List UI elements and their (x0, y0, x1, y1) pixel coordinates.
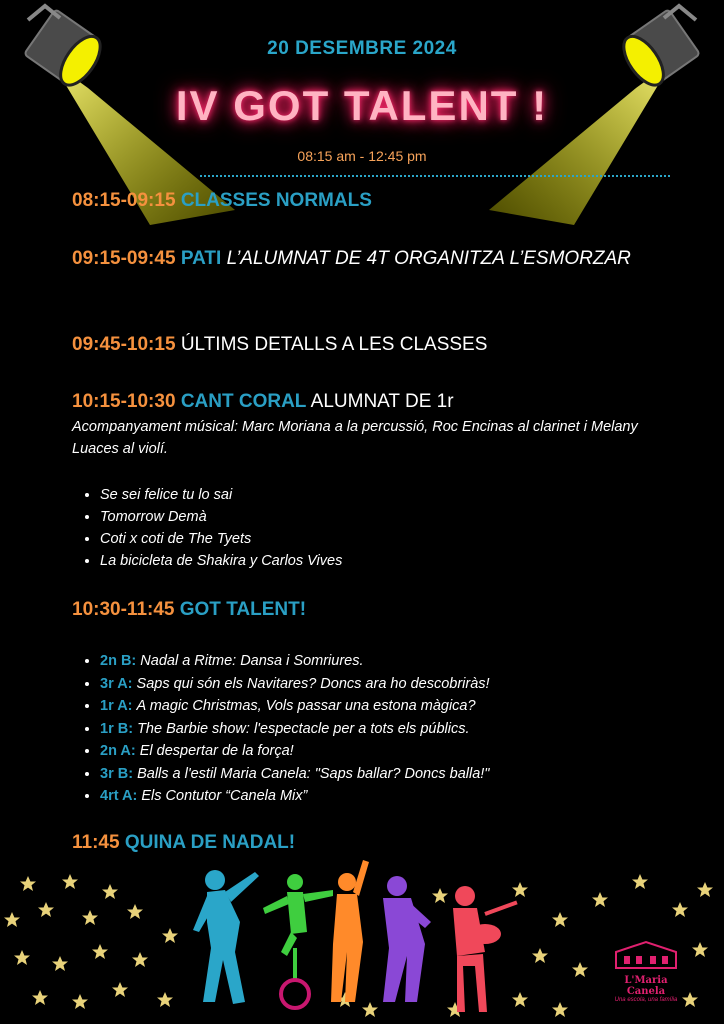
act-title: Nadal a Ritme: Dansa i Somriures. (140, 653, 364, 669)
schedule-label: ÚLTIMS DETALLS A LES CLASSES (180, 334, 488, 355)
choir-note: Acompanyament músical: Marc Moriana a la percussió, Roc Encinas al clarinet i Melany Luaces al violí. (72, 419, 638, 457)
unicyclist-silhouette (263, 874, 333, 982)
group-label: 1r B: (100, 720, 134, 737)
star-icon (162, 928, 178, 943)
star-icon (672, 902, 688, 917)
building-icon (606, 940, 686, 970)
schedule-extra: ALUMNAT DE 1r (310, 391, 454, 412)
star-icon (132, 952, 148, 967)
singer-silhouette (331, 860, 369, 1002)
logo-tagline: Una escola, una família (614, 997, 678, 1003)
star-icon (20, 876, 36, 891)
list-item (100, 673, 700, 696)
list-item (100, 650, 700, 673)
schedule-label: GOT TALENT! (179, 599, 307, 620)
act-title: El despertar de la força! (139, 743, 294, 759)
group-label: 3r B: (100, 765, 134, 782)
star-icon (82, 910, 98, 925)
schedule-item (72, 246, 672, 272)
schedule-time: 08:15-09:15 (72, 190, 176, 211)
divider (200, 175, 670, 177)
unicycle-wheel (281, 980, 309, 1008)
schedule-label: PATI (180, 248, 222, 269)
star-icon (552, 1002, 568, 1017)
star-icon (572, 962, 588, 977)
guitarist-silhouette (453, 886, 518, 1012)
star-icon (32, 990, 48, 1005)
schedule-time: 09:45-10:15 (72, 334, 176, 355)
star-icon (14, 950, 30, 965)
list-item (100, 763, 700, 786)
schedule-item (72, 188, 672, 214)
act-title: Balls a l'estil Maria Canela: "Saps ballar? Doncs balla!" (137, 765, 490, 782)
star-icon (127, 904, 143, 919)
event-date: 20 DESEMBRE 2024 (267, 38, 457, 59)
act-title: Els Contutor “Canela Mix” (141, 788, 308, 804)
list-item (100, 695, 700, 718)
performer-silhouettes (185, 852, 525, 1024)
list-item: • Coti x coti de The Tyets (100, 528, 700, 550)
star-icon (532, 948, 548, 963)
star-icon (697, 882, 713, 897)
star-icon (92, 944, 108, 959)
schedule-time: 10:15-10:30 (72, 391, 176, 412)
saxophonist-silhouette (383, 876, 431, 1002)
star-icon (692, 942, 708, 957)
logo-name: L'Maria Canela (624, 975, 668, 997)
list-item: • La bicicleta de Shakira y Carlos Vives (100, 550, 700, 572)
schedule-label: CANT CORAL (180, 391, 307, 412)
star-icon (632, 874, 648, 889)
schedule-time: 09:15-09:45 (72, 248, 176, 269)
act-title: A magic Christmas, Vols passar una estona màgica? (136, 698, 476, 714)
school-logo (606, 940, 686, 1002)
schedule-item (72, 597, 672, 623)
dancer-silhouette (193, 870, 259, 1004)
schedule-item (72, 389, 672, 415)
group-label: 3r A: (100, 675, 133, 692)
event-title: IV GOT TALENT ! (175, 82, 549, 129)
star-icon (4, 912, 20, 927)
list-item: • Se sei felice tu lo sai (100, 484, 700, 506)
list-item (100, 718, 700, 741)
song-list (80, 484, 700, 572)
list-item: • Tomorrow Demà (100, 506, 700, 528)
schedule-time: 11:45 (72, 832, 120, 853)
schedule-label: QUINA DE NADAL! (124, 832, 296, 853)
group-label: 1r A: (100, 698, 133, 714)
act-title: Saps qui són els Navitares? Doncs ara ho descobriràs! (136, 675, 490, 692)
star-icon (112, 982, 128, 997)
schedule-extra: L’ALUMNAT DE 4T ORGANITZA L’ESMORZAR (226, 248, 631, 269)
star-icon (62, 874, 78, 889)
star-icon (52, 956, 68, 971)
list-item (100, 785, 700, 808)
schedule-item (72, 332, 672, 358)
schedule-label: CLASSES NORMALS (180, 190, 372, 211)
star-icon (72, 994, 88, 1009)
star-icon (552, 912, 568, 927)
event-time-range: 08:15 am - 12:45 pm (297, 148, 427, 164)
schedule-time: 10:30-11:45 (72, 599, 175, 620)
act-title: The Barbie show: l'espectacle per a tots els públics. (137, 720, 470, 737)
group-label: 2n A: (100, 743, 136, 759)
star-icon (157, 992, 173, 1007)
star-icon (592, 892, 608, 907)
star-icon (38, 902, 54, 917)
talent-list (80, 650, 700, 808)
star-icon (102, 884, 118, 899)
group-label: 4rt A: (100, 788, 138, 804)
list-item (100, 740, 700, 763)
group-label: 2n B: (100, 653, 137, 669)
